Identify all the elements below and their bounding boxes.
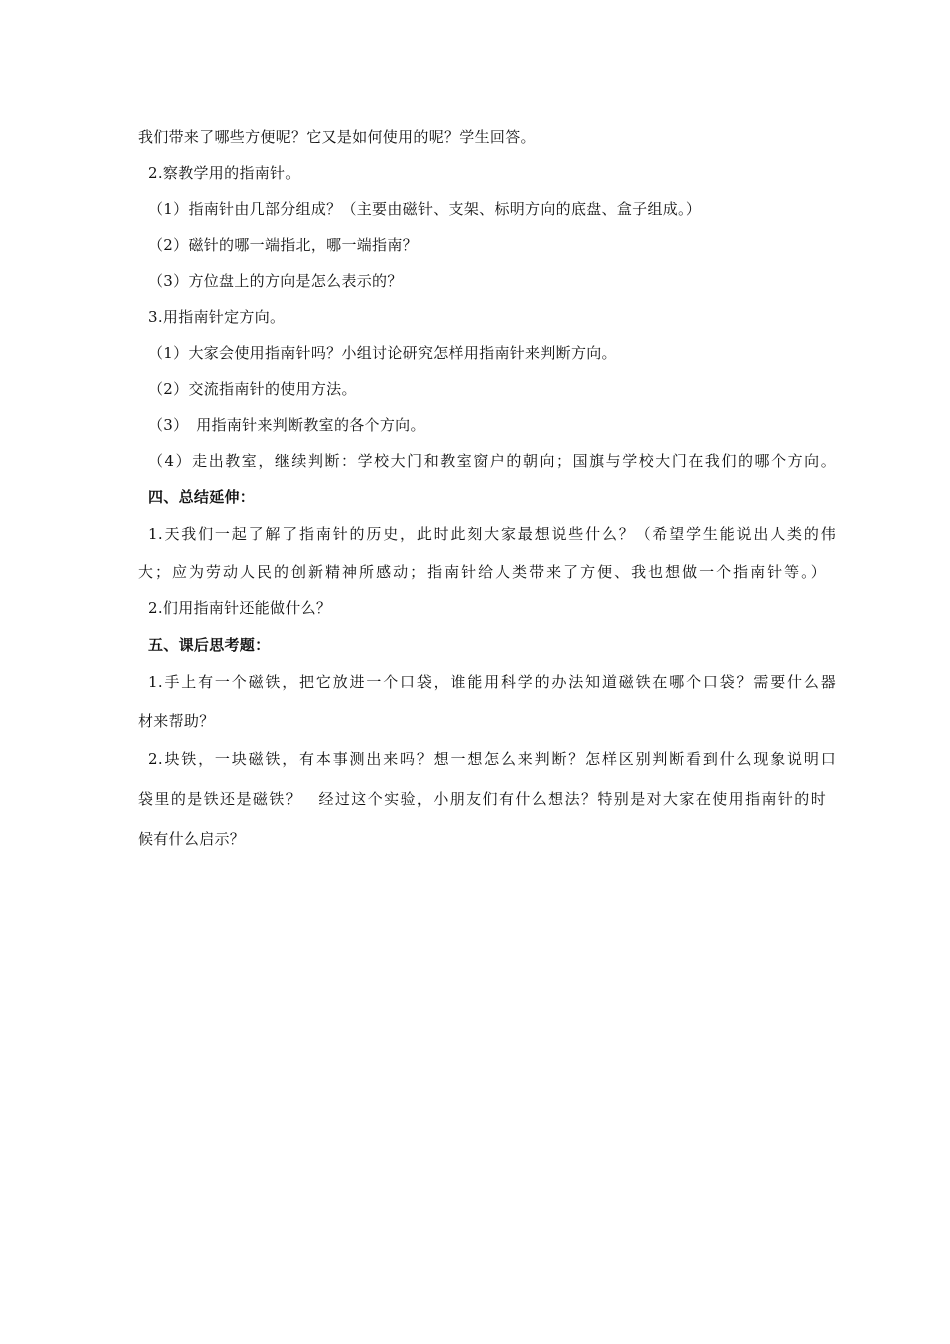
paragraph-line: 袋里的是铁还是磁铁？ 经过这个实验，小朋友们有什么想法？特别是对大家在使用指南针的时 <box>138 790 826 808</box>
paragraph-line: 1.手上有一个磁铁，把它放进一个口袋，谁能用科学的办法知道磁铁在哪个口袋？需要什么器 <box>148 673 836 691</box>
section-heading: 五、课后思考题： <box>148 636 271 654</box>
paragraph-line: 3.用指南针定方向。 <box>148 308 286 326</box>
paragraph-line: 候有什么启示？ <box>138 830 246 848</box>
section-heading: 四、总结延伸： <box>148 488 256 506</box>
paragraph-line: 我们带来了哪些方便呢？它又是如何使用的呢？学生回答。 <box>138 128 536 146</box>
paragraph-line: 材来帮助？ <box>138 712 215 730</box>
paragraph-line: 2.察教学用的指南针。 <box>148 164 301 182</box>
paragraph-line: 2.们用指南针还能做什么？ <box>148 599 332 617</box>
paragraph-line: 大；应为劳动人民的创新精神所感动；指南针给人类带来了方便、我也想做一个指南针等。） <box>138 563 826 581</box>
paragraph-line: （2）交流指南针的使用方法。 <box>148 380 357 398</box>
paragraph-line: （3）方位盘上的方向是怎么表示的？ <box>148 272 403 290</box>
paragraph-line: 2.块铁，一块磁铁，有本事测出来吗？想一想怎么来判断？怎样区别判断看到什么现象说明口 <box>148 750 836 768</box>
paragraph-line: （2）磁针的哪一端指北，哪一端指南？ <box>148 236 418 254</box>
paragraph-line: （1）大家会使用指南针吗？小组讨论研究怎样用指南针来判断方向。 <box>148 344 617 362</box>
paragraph-line: （1）指南针由几部分组成？（主要由磁针、支架、标明方向的底盘、盒子组成。） <box>148 200 702 218</box>
paragraph-line: 1.天我们一起了解了指南针的历史，此时此刻大家最想说些什么？（希望学生能说出人类的伟 <box>148 525 836 543</box>
paragraph-line: （4）走出教室，继续判断：学校大门和教室窗户的朝向；国旗与学校大门在我们的哪个方向。 <box>148 452 836 470</box>
paragraph-line: （3） 用指南针来判断教室的各个方向。 <box>148 416 426 434</box>
